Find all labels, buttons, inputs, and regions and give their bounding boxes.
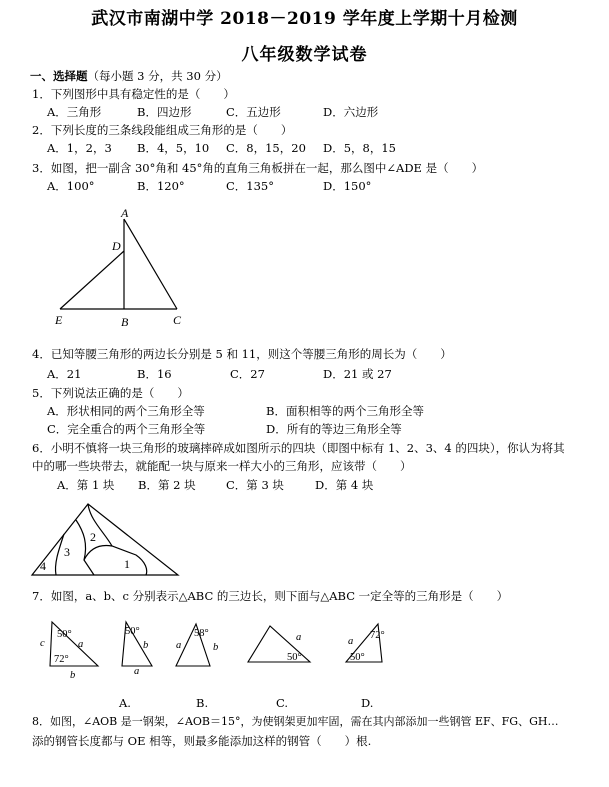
section-title: 一、选择题 <box>30 69 88 83</box>
q1-option-a: A．三角形 <box>47 105 102 119</box>
q6-stem-line1: 6．小明不慎将一块三角形的玻璃摔碎成如图所示的四块（即图中标有 1、2、3、4 的四块），你认为将其 <box>32 441 565 455</box>
q2-option-b: B．4，5，10 <box>137 141 210 155</box>
q7-stem: 7．如图，a、b、c 分别表示△ABC 的三边长，则下面与△ABC 一定全等的三角形是（ ） <box>32 589 509 603</box>
q5-option-a: A．形状相同的两个三角形全等 <box>47 404 205 418</box>
q4-option-a: A．21 <box>47 367 82 381</box>
fc-label-50: 50° <box>287 652 302 663</box>
q7-option-d: D. <box>361 696 374 710</box>
fc-label-a: a <box>296 632 302 643</box>
q6-option-c: C．第 3 块 <box>226 478 284 492</box>
q6-option-d: D．第 4 块 <box>315 478 374 492</box>
q1-option-d: D．六边形 <box>323 105 379 119</box>
q5-stem: 5．下列说法正确的是（ ） <box>32 386 189 400</box>
q4-option-d: D．21 或 27 <box>323 367 392 381</box>
piece-label-1: 1 <box>124 557 130 571</box>
section-note: （每小题 3 分，共 30 分） <box>87 69 228 83</box>
piece-label-3: 3 <box>64 545 70 559</box>
q8-stem-line2: 添的钢管长度都与 OE 相等，则最多能添加这样的钢管（ ）根. <box>32 734 372 748</box>
q2-option-c: C．8，15，20 <box>226 141 306 155</box>
q3-option-c: C．135° <box>226 179 274 193</box>
fb-label-a: a <box>176 640 182 651</box>
q5-option-b: B．面积相等的两个三角形全等 <box>266 404 424 418</box>
label-e: E <box>55 313 63 327</box>
f0-label-a: a <box>78 639 84 650</box>
fa-label-b: b <box>143 640 149 651</box>
fd-label-50: 50° <box>350 652 365 663</box>
q4-option-b: B．16 <box>137 367 172 381</box>
q7-option-a: A. <box>119 696 131 710</box>
fa-label-50: 50° <box>125 626 140 637</box>
q3-option-a: A．100° <box>47 179 95 193</box>
fb-label-b: b <box>213 642 219 653</box>
label-a: A <box>121 206 129 220</box>
q7-option-c: C. <box>276 696 289 710</box>
f0-label-72: 72° <box>54 654 69 665</box>
q3-option-b: B．120° <box>137 179 185 193</box>
q4-stem: 4．已知等腰三角形的两边长分别是 5 和 11，则这个等腰三角形的周长为（ ） <box>32 347 452 361</box>
q8-stem-line1: 8．如图，∠AOB 是一钢架，∠AOB＝15°，为使钢架更加牢固，需在其内部添加一些钢管 EF、FG、GH… <box>32 715 559 728</box>
fd-label-a: a <box>348 636 354 647</box>
fb-label-58: 58° <box>194 628 209 639</box>
f0-label-c: c <box>40 638 45 649</box>
label-c: C <box>173 313 182 327</box>
q2-option-d: D．5，8，15 <box>323 141 396 155</box>
f0-label-b: b <box>70 670 76 681</box>
q1-option-b: B．四边形 <box>137 105 192 119</box>
q2-option-a: A．1，2，3 <box>47 141 112 155</box>
exam-subtitle: 八年级数学试卷 <box>241 45 368 65</box>
q6-broken-glass-figure <box>28 500 188 580</box>
piece-label-4: 4 <box>40 559 46 573</box>
q6-stem-line2: 中的哪一些块带去，就能配一块与原来一样大小的三角形，应该带（ ） <box>32 459 412 473</box>
q6-option-a: A．第 1 块 <box>57 478 115 492</box>
f0-label-50: 50° <box>57 629 72 640</box>
q4-option-c: C．27 <box>230 367 265 381</box>
section-heading <box>30 68 228 84</box>
q7-triangles-figure <box>30 612 609 684</box>
q1-option-c: C．五边形 <box>226 105 281 119</box>
q7-option-b: B. <box>196 696 209 710</box>
q3-option-d: D．150° <box>323 179 372 193</box>
q5-option-d: D．所有的等边三角形全等 <box>266 422 402 436</box>
q5-option-c: C．完全重合的两个三角形全等 <box>47 422 206 436</box>
q2-stem: 2．下列长度的三条线段能组成三角形的是（ ） <box>32 123 293 137</box>
fa-label-a: a <box>134 666 140 677</box>
q1-stem: 1．下列图形中具有稳定性的是（ ） <box>32 87 235 101</box>
fd-label-72: 72° <box>370 630 385 641</box>
q3-stem: 3．如图，把一副含 30°角和 45°角的直角三角板拼在一起，那么图中∠ADE 是（ ） <box>32 161 484 175</box>
label-d: D <box>112 239 121 253</box>
q3-triangle-figure <box>50 205 200 330</box>
label-b: B <box>121 315 129 329</box>
exam-title: 武汉市南湖中学 2018－2019 学年度上学期十月检测 <box>91 9 518 29</box>
piece-label-2: 2 <box>90 530 96 544</box>
q6-option-b: B．第 2 块 <box>138 478 196 492</box>
